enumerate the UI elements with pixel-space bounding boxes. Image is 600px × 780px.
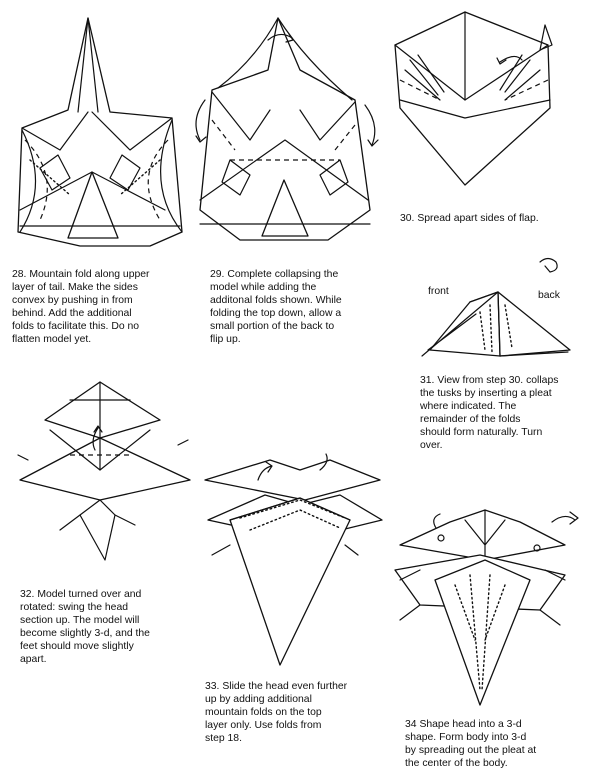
step-31-caption: 31. View from step 30. collaps the tusks by inserting a pleat where indicated. The remainder of the folds should form naturally. Turn over. xyxy=(420,375,559,451)
step-30-caption: 30. Spread apart sides of flap. xyxy=(400,213,539,224)
step-31-diagram xyxy=(422,259,570,357)
step-28-caption: 28. Mountain fold along upper layer of tail. Make the sides convex by pushing in from behind. Add the additional folds to facilitate this. Do no flatten model yet. xyxy=(12,269,150,345)
step-33-diagram xyxy=(205,454,382,665)
step-34-caption: 34 Shape head into a 3-d shape. Form body into 3-d by spreading out the pleat at the center of the body. xyxy=(405,719,537,769)
step-29-caption: 29. Complete collapsing the model while adding the additonal folds shown. While folding the top down, allow a small portion of the back to flip up. xyxy=(210,269,342,345)
step-33-caption: 33. Slide the head even further up by adding additional mountain folds on the top layer only. Use folds from step 18. xyxy=(205,681,348,744)
step-30-diagram xyxy=(395,12,552,185)
step-32-diagram xyxy=(18,382,190,560)
step-34-diagram xyxy=(395,510,578,705)
front-label: front xyxy=(428,286,449,297)
back-label: back xyxy=(538,290,560,301)
step-29-diagram xyxy=(196,18,378,240)
step-32-caption: 32. Model turned over and rotated: swing the head section up. The model will become slightly 3-d, and the feet should move slightly apart. xyxy=(20,589,150,665)
step-28-diagram xyxy=(18,18,182,246)
